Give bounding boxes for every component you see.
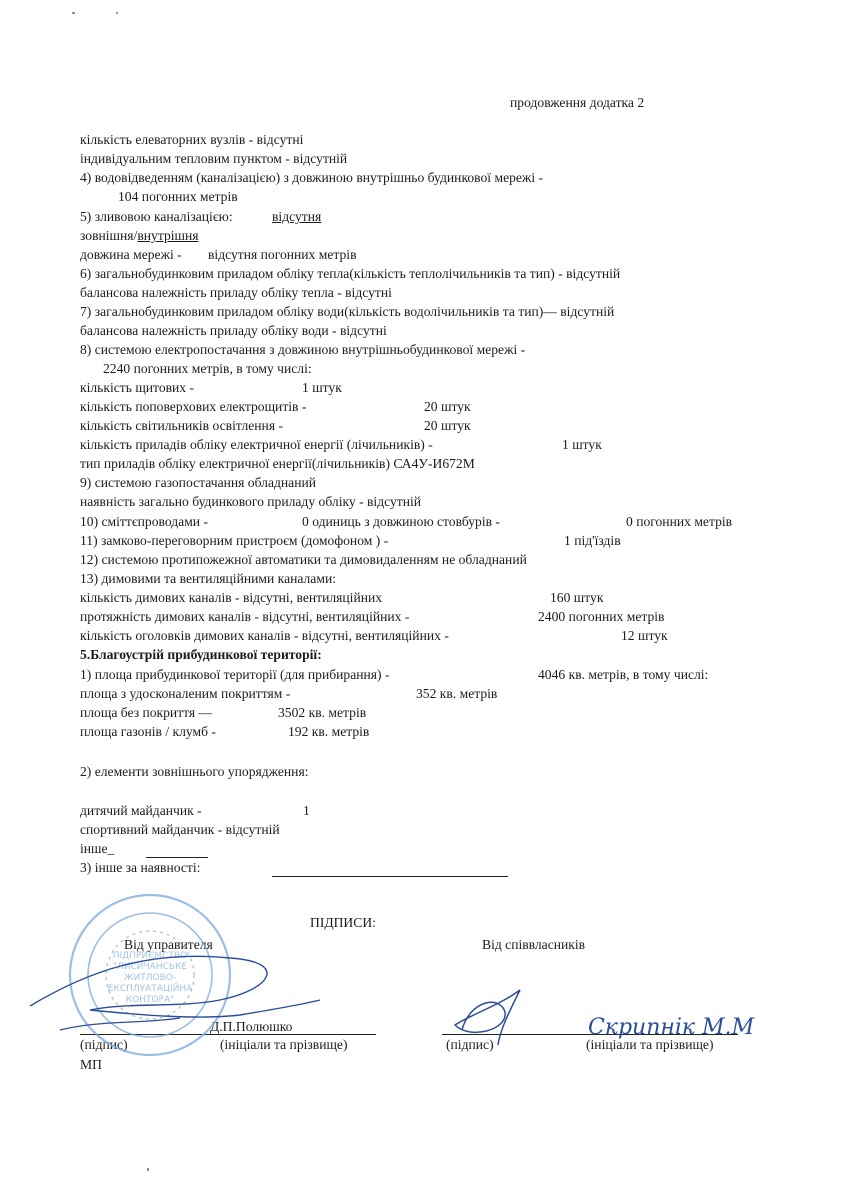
scan-speck [72,12,75,14]
power-supply-length: 2240 погонних метрів, в тому числі: [103,361,312,376]
other-label: інше_ [80,841,115,856]
improved-area-label: площа з удосконаленим покриттям - [80,686,291,701]
svg-text:ЕКСПЛУАТАЦІЙНА: ЕКСПЛУАТАЦІЙНА [107,984,193,994]
sports-ground-line: спортивний майданчик - відсутній [80,822,280,837]
storm-drain-label: 5) зливовою каналізацією: [80,209,233,224]
coowner-signature-line [442,1034,738,1035]
manager-signature-scribble [30,956,320,1017]
svg-text:ПІДПРИЄМСТВО: ПІДПРИЄМСТВО [112,951,188,961]
network-length-value: відсутня погонних метрів [208,247,357,262]
lawns-area-value: 192 кв. метрів [288,724,370,739]
meters-value: 1 штук [562,437,602,452]
external-internal: зовнішня/внутрішня [80,228,199,243]
chimney-count-label: кількість димових каналів - відсутні, вентиляційних [80,590,383,605]
scan-speck [116,12,118,14]
from-coowners-label: Від співвласників [482,937,586,952]
signature-caption-left: (підпис) [80,1037,128,1052]
chimney-length-value: 2400 погонних метрів [538,609,665,624]
uncovered-area-label: площа без покриття — [80,705,213,720]
gas-supply-line: 9) системою газопостачання обладнаний [80,475,317,490]
chimney-count-value: 160 штук [550,590,604,605]
svg-text:Скрипнік М.М: Скрипнік М.М [588,1015,755,1040]
floor-panels-label: кількість поповерхових електрощитів - [80,399,307,414]
garbage-length: 0 погонних метрів [626,514,733,529]
chimney-length-label: протяжність димових каналів - відсутні, вентиляційних - [80,609,410,624]
fire-automation-line: 12) системою протипожежної автоматики та димовидаленням не обладнаний [80,552,527,567]
storm-drain-value: відсутня [272,209,322,224]
water-meter-line: 7) загальнобудинковим приладом обліку води(кількість водолічильників та тип)— відсутній [80,304,615,319]
gas-meter-line: наявність загально будинкового приладу обліку - відсутній [80,494,422,509]
area-label: 1) площа прибудинкової території (для прибирання) - [80,667,390,682]
initials-caption-right: (ініціали та прізвище) [586,1037,714,1052]
stamp-place-label: МП [80,1057,102,1072]
chimney-heads-label: кількість оголовків димових каналів - відсутні, вентиляційних - [80,628,449,643]
improved-area-value: 352 кв. метрів [416,686,498,701]
other-blank-line [146,857,208,858]
svg-text:ЖИТЛОВО-: ЖИТЛОВО- [123,973,177,983]
lights-value: 20 штук [424,418,471,433]
manager-name: Д.П.Полюшко [210,1019,293,1034]
chimneys-line: 13) димовими та вентиляційними каналами: [80,571,336,586]
lights-label: кількість світильників освітлення - [80,418,284,433]
floor-panels-value: 20 штук [424,399,471,414]
signature-caption-right: (підпис) [446,1037,494,1052]
intercom-value: 1 під'їздів [564,533,621,548]
garbage-label: 10) сміттєпроводами - [80,514,208,529]
area-value: 4046 кв. метрів, в тому числі: [538,667,709,682]
heat-meter-line: 6) загальнобудинковим приладом обліку тепла(кількість теплолічильників та тип) - відсутній [80,266,621,281]
meter-type-line: тип приладів обліку електричної енергії(лічильників) СА4У-И672М [80,456,475,471]
from-manager-label: Від управителя [124,937,213,952]
garbage-units: 0 одиниць з довжиною стовбурів - [302,514,500,529]
intercom-label: 11) замково-переговорним пристроєм (домофоном ) - [80,533,389,548]
water-meter-ownership: балансова належність приладу обліку води - відсутні [80,323,387,338]
playground-label: дитячий майданчик - [80,803,202,818]
svg-text:"ЛИСИЧАНСЬКЕ: "ЛИСИЧАНСЬКЕ [112,962,188,972]
meters-label: кількість приладів обліку електричної енергії (лічильників) - [80,437,433,452]
panels-label: кількість щитових - [80,380,195,395]
initials-caption-left: (ініціали та прізвище) [220,1037,348,1052]
heat-point-line: індивідуальним тепловим пунктом - відсутній [80,151,348,166]
drainage-length: 104 погонних метрів [118,189,238,204]
lawns-area-label: площа газонів / клумб - [80,724,216,739]
drainage-line: 4) водовідведенням (каналізацією) з довжиною внутрішньо будинкової мережі - [80,170,544,185]
network-length-label: довжина мережі - [80,247,182,262]
section5-title: 5.Благоустрій прибудинкової території: [80,647,322,662]
elevator-nodes-line: кількість елеваторних вузлів - відсутні [80,132,304,147]
playground-value: 1 [303,803,310,818]
signatures-title: ПІДПИСИ: [310,915,376,930]
heat-meter-ownership: балансова належність приладу обліку тепла - відсутні [80,285,392,300]
continuation-note: продовження додатка 2 [510,95,645,110]
scan-speck [147,1168,149,1171]
uncovered-area-value: 3502 кв. метрів [278,705,367,720]
panels-value: 1 штук [302,380,342,395]
other-if-any-blank-line [272,876,508,877]
svg-text:КОНТОРА": КОНТОРА" [125,995,175,1005]
chimney-heads-value: 12 штук [621,628,668,643]
other-if-any-label: 3) інше за наявності: [80,860,201,875]
power-supply-line: 8) системою електропостачання з довжиною внутрішньобудинкової мережі - [80,342,526,357]
exterior-elements-line: 2) елементи зовнішнього упорядження: [80,764,309,779]
